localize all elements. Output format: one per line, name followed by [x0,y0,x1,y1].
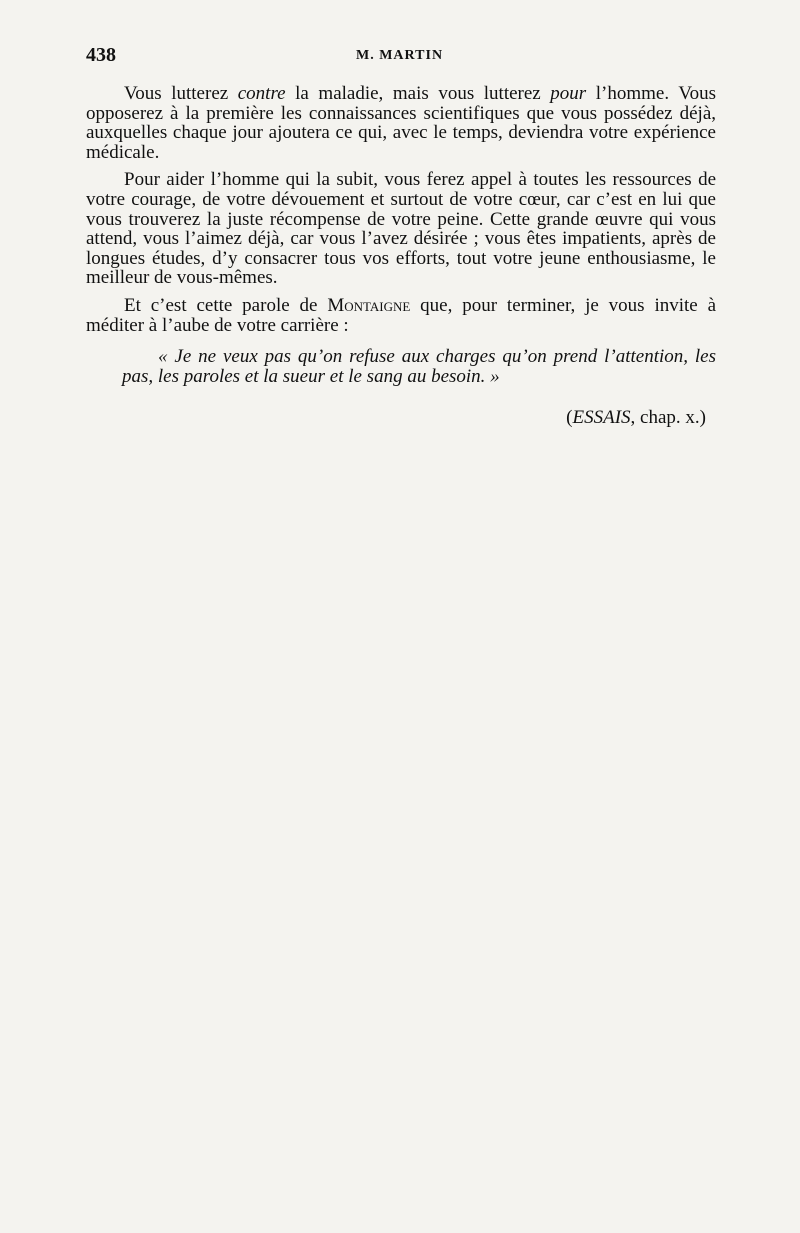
page-header [86,44,716,68]
montaigne-quote: « Je ne veux pas qu’on refuse aux charges qu’on prend l’attention, les pas, les paroles et la sueur et le sang au besoin. » [122,346,716,387]
citation-open: ( [566,407,573,429]
citation-title: ESSAIS [572,407,631,429]
running-head: M. MARTIN [356,48,444,63]
p3-text-a: Et c’est cette parole de [124,294,328,316]
p1-emphasis-contre: contre [237,83,286,104]
body-text [86,84,716,428]
p3-text-b: que, pour terminer, je vous invite à méditer à l’aube de votre carrière : [86,294,716,336]
paragraph-2: Pour aider l’homme qui la subit, vous ferez appel à toutes les ressources de votre courage, de votre dévouement et surtout de votre cœur, car c’est en lui que vous trouverez la juste récompense de votre peine. Cette grande œuvre qui vous attend, vous l’aimez déjà, car vous l’avez désirée ; vous êtes impatients, après de longues études, d’y consacrer tous vos efforts, tout votre jeune enthousiasme, le meilleur de vous-mêmes. [86,169,716,289]
author-name: Montaigne [327,294,411,316]
p1-emphasis-pour: pour [550,83,587,104]
p1-text-a: Vous lutterez [124,83,238,104]
page-number: 438 [86,44,116,66]
paragraph-1 [86,84,716,162]
p1-text-e: l’homme. Vous opposerez à la première les connaissances scientifiques que vous possédez déjà, auxquelles chaque jour ajoutera ce qui, avec le temps, deviendra votre expérience médicale. [86,83,716,163]
p1-text-c: la maladie, mais vous lutterez [285,83,551,104]
citation-rest: , chap. x.) [630,407,706,429]
citation [86,408,716,428]
paragraph-3 [86,296,716,335]
